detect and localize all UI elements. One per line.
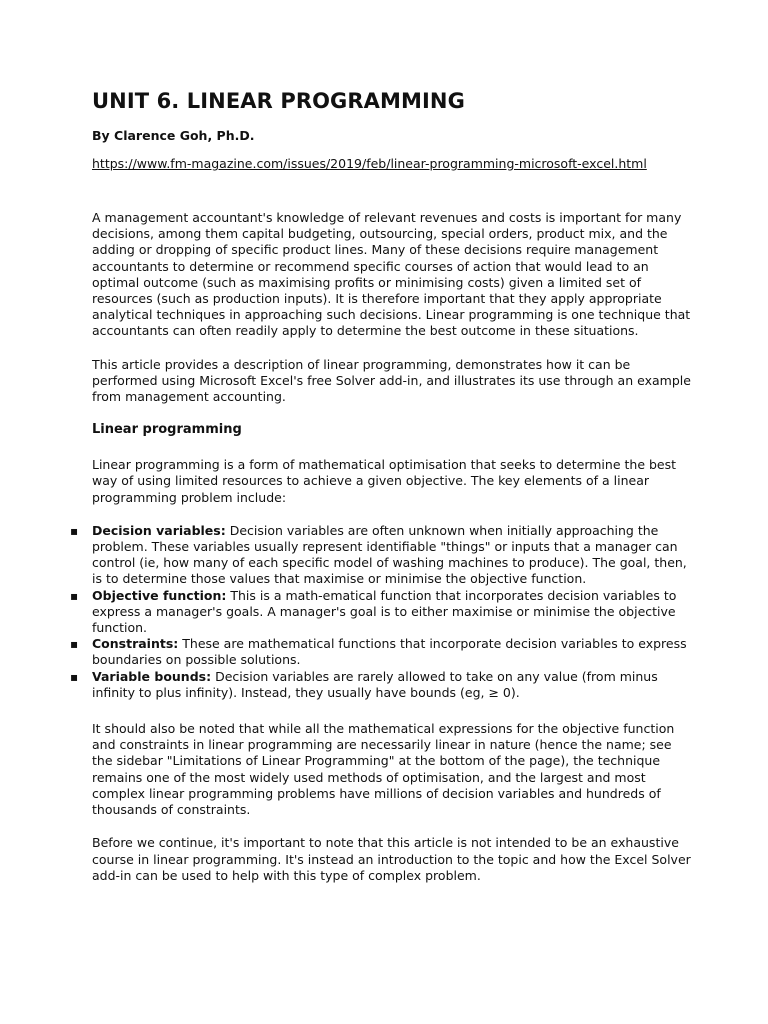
article-paragraph: This article provides a description of linear programming, demonstrates how it can be performed using Microsoft Excel's free Solver add-in, and illustrates its use through an example from management accounting. — [92, 356, 691, 405]
section-heading: Linear programming — [92, 422, 242, 438]
list-item — [70, 636, 692, 668]
list-item-term: Objective function: — [92, 587, 227, 603]
list-item — [70, 587, 692, 637]
list-item-term: Variable bounds: — [92, 668, 212, 684]
document-title: UNIT 6. LINEAR PROGRAMMING — [92, 89, 465, 113]
list-item-text: This is a math-ematical function that incorporates decision variables to express a manager's goals. A manager's goal is to either maximise or minimise the objective function. — [92, 587, 677, 636]
closing-paragraph: Before we continue, it's important to note that this article is not intended to be an exhaustive course in linear programming. It's instead an introduction to the topic and how the Excel Solver add-in can be used to help with this type of complex problem. — [92, 835, 691, 883]
bullet-icon: ▪ — [70, 637, 79, 652]
list-item — [70, 522, 692, 588]
bullet-icon: ▪ — [70, 669, 79, 684]
bullet-icon: ▪ — [70, 588, 79, 603]
list-item-term: Decision variables: — [92, 522, 226, 538]
intro-paragraph: A management accountant's knowledge of relevant revenues and costs is important for many decisions, among them capital budgeting, outsourcing, special orders, product mix, and the adding or dropping of specific product lines. Many of these decisions require management accountants to determine or recommend specific courses of action that would lead to an optimal outcome (such as maximising profits or minimising costs) given a limited set of resources (such as production inputs). It is therefore important that they apply appropriate analytical techniques in approaching such decisions. Linear programming is one technique that accountants can often readily apply to determine the best outcome in these situations. — [92, 210, 691, 339]
author-byline: By Clarence Goh, Ph.D. — [92, 128, 255, 143]
key-elements-list — [70, 522, 692, 701]
section-intro-paragraph: Linear programming is a form of mathematical optimisation that seeks to determine the best way of using limited resources to achieve a given objective. The key elements of a linear programming problem include: — [92, 457, 677, 505]
list-item — [70, 668, 692, 701]
list-item-text: Decision variables are rarely allowed to take on any value (from minus infinity to plus infinity). Instead, they usually have bounds (eg, ≥ 0). — [92, 668, 658, 700]
note-paragraph: It should also be noted that while all the mathematical expressions for the objective function and constraints in linear programming are necessarily linear in nature (hence the name; see the sidebar "Limitations of Linear Programming" at the bottom of the page), the technique remains one of the most widely used methods of optimisation, and the largest and most complex linear programming problems have millions of decision variables and hundreds of thousands of constraints. — [92, 721, 675, 818]
source-url-link[interactable]: https://www.fm-magazine.com/issues/2019/feb/linear-programming-microsoft-excel.html — [92, 156, 647, 171]
list-item-text: These are mathematical functions that incorporate decision variables to express boundaries on possible solutions. — [92, 636, 687, 668]
bullet-icon: ▪ — [70, 523, 79, 538]
list-item-text: Decision variables are often unknown when initially approaching the problem. These variables usually represent identifiable "things" or inputs that a manager can control (ie, how many of each specific model of washing machines to produce). The goal, then, is to determine those values that maximise or minimise the objective function. — [92, 522, 687, 587]
list-item-term: Constraints: — [92, 636, 179, 652]
document-page — [70, 86, 692, 901]
